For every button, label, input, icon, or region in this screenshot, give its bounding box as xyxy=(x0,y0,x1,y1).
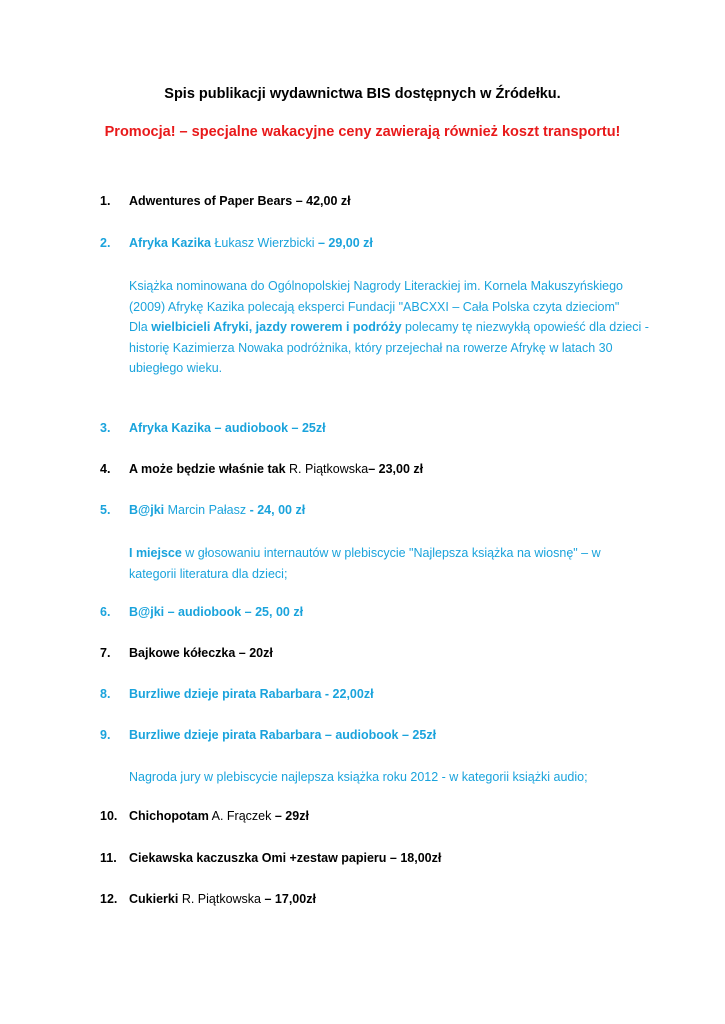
item-price: – 23,00 zł xyxy=(368,462,424,476)
item-title: Chichopotam xyxy=(129,809,209,823)
list-item-1 xyxy=(100,194,351,214)
description-paragraph: Nagroda jury w plebiscycie najlepsza książka roku 2012 - w kategorii książki audio; xyxy=(129,770,588,784)
list-item-10 xyxy=(100,809,309,829)
list-item-11 xyxy=(100,851,441,871)
item-author: Marcin Pałasz xyxy=(164,503,250,517)
list-item-12 xyxy=(100,892,316,912)
item-title: Bajkowe kółeczka – 20zł xyxy=(129,646,273,660)
list-item-2 xyxy=(100,236,373,256)
item-price: – 29zł xyxy=(274,809,309,823)
item-number: 3. xyxy=(100,421,111,435)
description-paragraph xyxy=(129,543,649,584)
item-number: 2. xyxy=(100,236,111,250)
item-number: 6. xyxy=(100,605,111,619)
item-number: 10. xyxy=(100,809,118,823)
item-number: 8. xyxy=(100,687,111,701)
item-title: Ciekawska kaczuszka Omi +zestaw papieru – 18,00zł xyxy=(129,851,442,865)
item-number: 1. xyxy=(100,194,111,208)
item-author: R. Piątkowska xyxy=(178,892,265,906)
item-price: – 17,00zł xyxy=(264,892,316,906)
list-item-9 xyxy=(100,728,436,748)
description-paragraph: Książka nominowana do Ogólnopolskiej Nagrody Literackiej im. Kornela Makuszyńskiego (2009) Afrykę Kazika polecają eksperci Fundacji "ABCXXI – Cała Polska czyta dzieciom" xyxy=(129,279,624,314)
item-description xyxy=(129,767,649,788)
item-number: 11. xyxy=(100,851,117,865)
item-price: – 29,00 zł xyxy=(317,236,373,250)
list-item-3 xyxy=(100,421,326,441)
item-author: R. Piątkowska xyxy=(285,462,369,476)
list-item-8 xyxy=(100,687,374,707)
list-item-5 xyxy=(100,503,305,523)
item-description xyxy=(129,276,649,379)
item-description xyxy=(129,543,649,584)
item-title: Burzliwe dzieje pirata Rabarbara - 22,00zł xyxy=(129,687,374,701)
list-item-4 xyxy=(100,462,423,482)
item-title: Burzliwe dzieje pirata Rabarbara – audiobook – 25zł xyxy=(129,728,437,742)
description-highlight: wielbicieli Afryki, jazdy rowerem i podróży xyxy=(151,320,402,335)
item-author: Łukasz Wierzbicki xyxy=(211,236,318,250)
item-title: Cukierki xyxy=(129,892,179,906)
item-number: 4. xyxy=(100,462,111,476)
document-title: Spis publikacji wydawnictwa BIS dostępnych w Źródełku. xyxy=(164,86,561,102)
item-number: 7. xyxy=(100,646,111,660)
description-text: polecamy tę niezwykłą opowieść dla dzieci - historię Kazimierza Nowaka podróżnika, który przejechał na rowerze Afrykę w latach 30 ubiegłego wieku. xyxy=(129,320,649,376)
list-item-7 xyxy=(100,646,273,666)
item-price: - 24, 00 zł xyxy=(249,503,306,517)
item-title: Afryka Kazika – audiobook – 25zł xyxy=(129,421,326,435)
item-title: B@jki – audiobook – 25, 00 zł xyxy=(129,605,304,619)
promo-banner: Promocja! – specjalne wakacyjne ceny zawierają również koszt transportu! xyxy=(104,124,621,140)
item-number: 5. xyxy=(100,503,111,517)
item-number: 12. xyxy=(100,892,118,906)
item-title: Adwentures of Paper Bears – 42,00 zł xyxy=(129,194,351,208)
description-text: Dla xyxy=(129,320,152,335)
list-item-6 xyxy=(100,605,303,625)
item-title: Afryka Kazika xyxy=(129,236,211,250)
description-highlight: I miejsce xyxy=(129,546,182,560)
item-title: A może będzie właśnie tak xyxy=(129,462,286,476)
item-title: B@jki xyxy=(129,503,165,517)
description-text: w głosowaniu internautów w plebiscycie "Najlepsza książka na wiosnę" – w kategorii literatura dla dzieci; xyxy=(129,546,601,581)
description-paragraph xyxy=(129,317,649,379)
item-number: 9. xyxy=(100,728,111,742)
item-author: A. Frączek xyxy=(208,809,275,823)
